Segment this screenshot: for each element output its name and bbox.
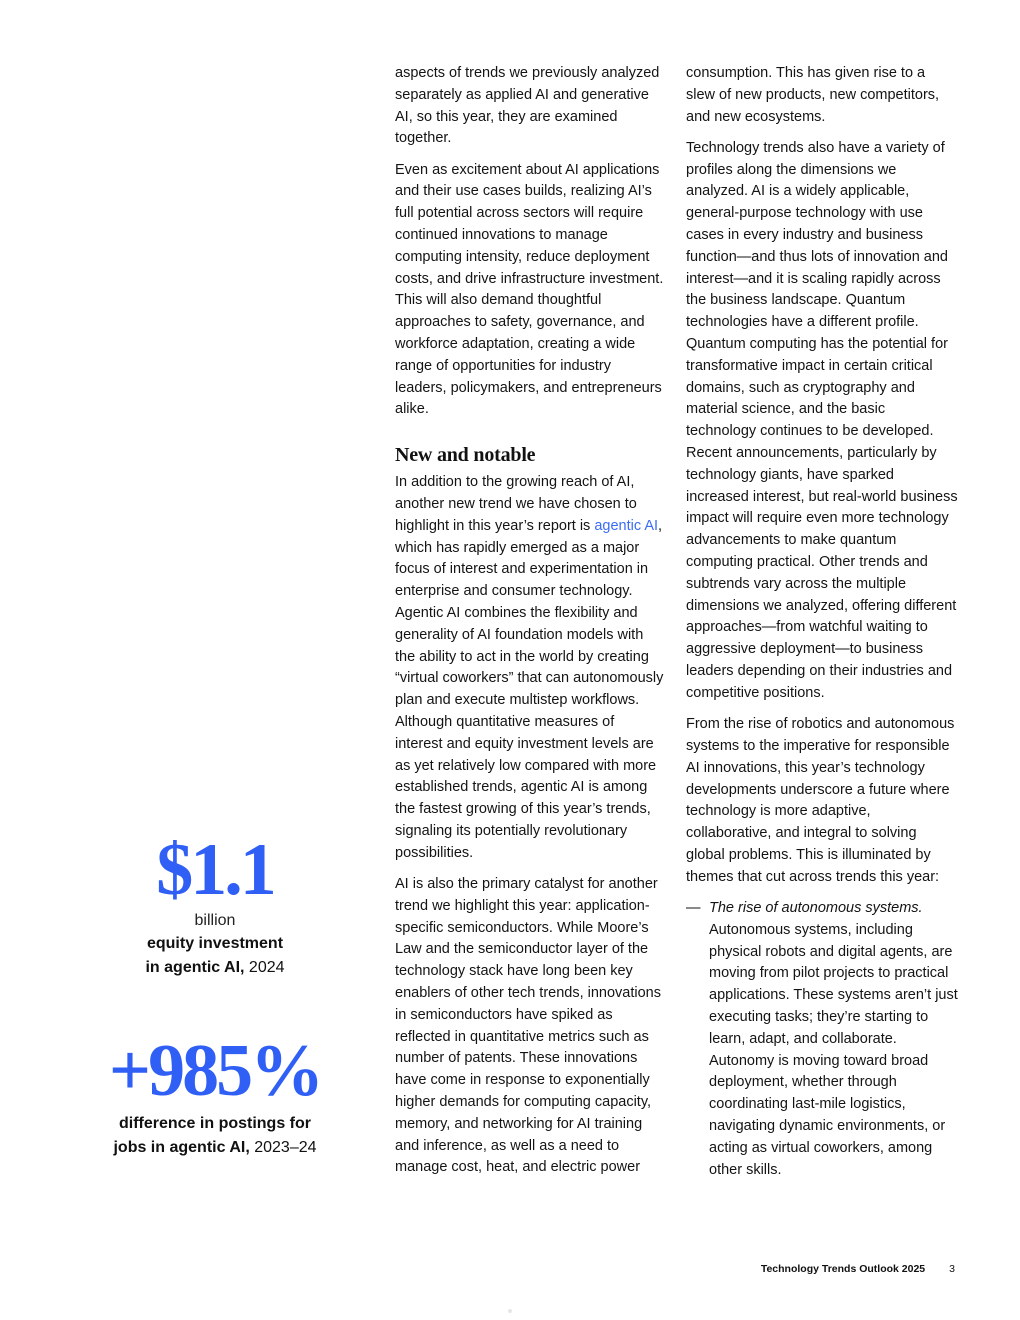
paragraph: Technology trends also have a variety of profiles along the dimensions we analyzed. AI is a widely applicable, general-purpose technology with use cases in every industry and business function—and thus lots of innovation and interest—and it is scaling rapidly across the business landscape. Quantum technologies have a different profile. Quantum computing has the potential for transformative impact in certain critical domains, such as cryptography and material science, and the basic technology continues to be developed. Recent announcements, particularly by technology giants, have sparked increased interest, but real-world business impact will require even more technology advancements to make quantum computing practical. Other trends and subtrends vary across the multiple dimensions we analyzed, offering different approaches—from watchful waiting to aggressive deployment—to business leaders depending on their industries and competitive positions. — [686, 139, 958, 701]
paragraph: consumption. This has given rise to a slew of new products, new competitors, and new ecosystems. — [686, 65, 940, 125]
paragraph: aspects of trends we previously analyzed separately as applied AI and generative AI, so this year, they are examined together. — [395, 65, 660, 147]
stat-desc-bold: jobs in agentic AI, — [113, 1138, 250, 1156]
list-item — [686, 898, 958, 1181]
bullet-title: The rise of autonomous systems. — [709, 899, 923, 916]
text-column-2 — [686, 63, 958, 1191]
stat-desc-bold: difference in postings for — [118, 1115, 311, 1132]
stat-unit: billion — [194, 912, 236, 929]
text-column-1 — [395, 63, 665, 1189]
stat-desc-bold: in agentic AI, — [145, 958, 245, 976]
paragraph — [395, 472, 665, 864]
stat-desc-year: 2023–24 — [249, 1138, 317, 1156]
stat-desc-bold: equity investment — [146, 935, 284, 952]
stat-equity-investment — [110, 830, 320, 979]
page-number: 3 — [949, 1263, 955, 1275]
paragraph: From the rise of robotics and autonomous systems to the imperative for responsible AI innovations, this year’s technology developments underscore a future where technology is more adaptive, collaborative, and integral to solving global problems. This is illuminated by themes that cut across trends this year: — [686, 716, 955, 885]
agentic-ai-link[interactable]: agentic AI — [594, 517, 659, 534]
stat-job-postings — [90, 1030, 340, 1159]
paragraph: Even as excitement about AI applications and their use cases builds, realizing AI’s full potential across sectors will require continued innovations to manage computing intensity, reduce deployment costs, and drive infrastructure investment. This will also demand thoughtful approaches to safety, governance, and workforce adaptation, creating a wide range of opportunities for industry leaders, policymakers, and entrepreneurs alike. — [395, 161, 664, 418]
text-run: , which has rapidly emerged as a major focus of interest and experimentation in enterprise and consumer technology. Agentic AI combines the flexibility and generality of AI foundation models with the ability to act in the world by creating “virtual coworkers” that can autonomously plan and execute multistep workflows. Although quantitative measures of interest and equity investment levels are as yet relatively low compared with more established trends, agentic AI is among the fastest growing of this year’s trends, signaling its potentially revolutionary possibilities. — [395, 517, 664, 861]
text-run: In addition to the growing reach of AI, another new trend we have chosen to highlight in this year’s report is — [395, 474, 637, 534]
stat-description — [90, 1112, 340, 1159]
bullet-text: Autonomous systems, including physical robots and digital agents, are moving from pilot projects to practical applications. These systems aren’t just executing tasks; they’re starting to learn, adapt, and collaborate. Autonomy is moving toward broad deployment, whether through coordinating last-mile logistics, navigating dynamic environments, or acting as virtual coworkers, among other skills. — [709, 921, 958, 1178]
dash-bullet: — — [686, 899, 701, 916]
section-heading: New and notable — [395, 444, 536, 467]
page-footer — [600, 1263, 955, 1275]
stat-desc-year: 2024 — [244, 958, 285, 976]
stat-description — [110, 932, 320, 979]
report-title: Technology Trends Outlook 2025 — [760, 1263, 926, 1275]
paragraph: AI is also the primary catalyst for another trend we highlight this year: application-specific semiconductors. While Moore’s Law and the semiconductor layer of the technology stack have long been key enablers of other tech trends, innovations in semiconductors have spiked as reflected in quantitative metrics such as number of patents. These innovations have come in response to exponentially higher demands for computing capacity, memory, and networking for AI training and inference, as well as a need to manage cost, heat, and electric power — [395, 876, 661, 1176]
stat-value: $1.1 — [156, 829, 274, 911]
stat-value: +985% — [108, 1030, 322, 1112]
decorative-dot — [508, 1309, 512, 1313]
